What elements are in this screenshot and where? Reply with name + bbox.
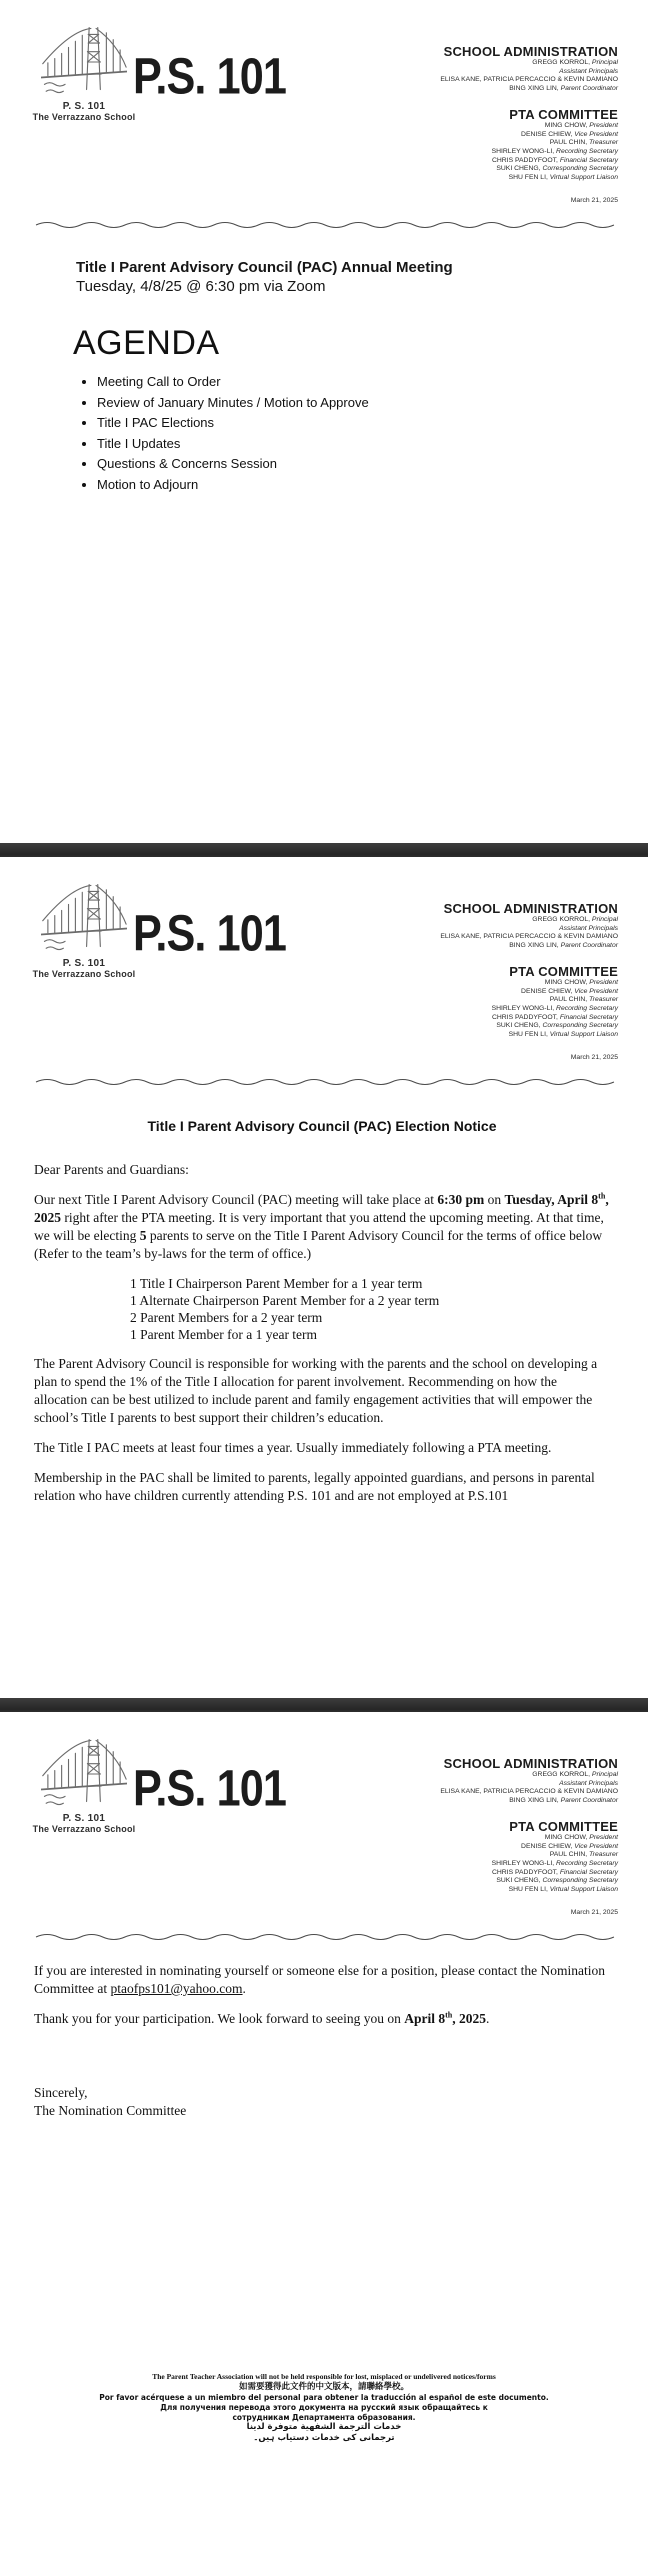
school-logo	[28, 881, 140, 979]
meeting-datetime: Tuesday, 4/8/25 @ 6:30 pm via Zoom	[76, 278, 326, 295]
admin-line: Assistant Principals	[559, 924, 618, 932]
footer-line-arabic: خدمات الترجمة الشفهية متوفرة لدينا	[246, 2422, 402, 2432]
footer-line-urdu: ترجمانی کی خدمات دستیاب ہیں۔	[253, 2433, 395, 2443]
admin-line: GREGG KORROL, Principal	[532, 916, 618, 923]
pta-line: SHU FEN LI, Virtual Support Liaison	[508, 1886, 618, 1894]
closing-letter-body	[34, 1962, 610, 2120]
pta-line: CHRIS PADDYFOOT, Financial Secretary	[491, 1013, 618, 1021]
paragraph-pac-responsibilities: The Parent Advisory Council is responsible for working with the parents and the school on developing a plan to spend the 1% of the Title I allocation for parent involvement. Recommending on how the allocation can be best utilized to include parent and family engagement activities that will empower the school’s Title I parents to best support their children’s education.	[34, 1356, 598, 1425]
footer-line-spanish: Por favor acérquese a un miembro del personal para obtener la traducción al español de este documento.	[99, 2393, 549, 2402]
paragraph-nomination: If you are interested in nominating yourself or someone else for a position, please contact the Nomination Committee at ptaofps101@yahoo.com.	[34, 1963, 605, 1996]
letterhead-right	[440, 44, 618, 204]
letter-date: March 21, 2025	[570, 1908, 618, 1916]
school-logo	[28, 24, 140, 122]
admin-line: Assistant Principals	[559, 1779, 618, 1787]
pta-line: DENISE CHIEW, Vice President	[521, 1842, 618, 1850]
pta-line: PAUL CHIN, Treasurer	[549, 996, 618, 1004]
admin-line: BING XING LIN, Parent Coordinator	[509, 1797, 618, 1805]
bridge-logo-icon	[41, 1736, 127, 1812]
translation-footer	[0, 2372, 648, 2444]
agenda-heading: AGENDA	[73, 324, 220, 362]
pta-line: MING CHOW, President	[544, 121, 618, 129]
pta-line: CHRIS PADDYFOOT, Financial Secretary	[491, 1868, 618, 1876]
closing-signature: The Nomination Committee	[34, 2103, 187, 2118]
school-administration-heading: SCHOOL ADMINISTRATION	[443, 901, 618, 916]
pta-line: SHIRLEY WONG-LI, Recording Secretary	[491, 1004, 618, 1012]
nomination-email-link[interactable]: ptaofps101@yahoo.com	[110, 1981, 243, 1996]
admin-line: BING XING LIN, Parent Coordinator	[509, 942, 618, 950]
pta-line: SHIRLEY WONG-LI, Recording Secretary	[491, 147, 618, 155]
pta-line: PAUL CHIN, Treasurer	[549, 1851, 618, 1859]
logo-caption-line2: The Verrazzano School	[32, 112, 136, 122]
letter-date: March 21, 2025	[570, 1053, 618, 1061]
election-notice-body	[34, 1117, 610, 1517]
closing-salutation: Sincerely,	[34, 2085, 88, 2100]
wavy-divider	[34, 1930, 620, 1942]
terms-of-office-list	[130, 1275, 610, 1343]
pta-committee-heading: PTA COMMITTEE	[509, 106, 618, 122]
wavy-divider	[34, 218, 620, 230]
school-logo	[28, 1736, 140, 1834]
admin-line: GREGG KORROL, Principal	[532, 1771, 618, 1778]
pta-committee-heading: PTA COMMITTEE	[509, 1818, 618, 1834]
footer-line-english: The Parent Teacher Association will not be held responsible for lost, misplaced or undelivered notices/forms	[152, 2372, 496, 2381]
agenda-item: • Review of January Minutes / Motion to Approve	[97, 396, 612, 409]
agenda-item: • Motion to Adjourn	[97, 478, 612, 491]
paragraph-thank-you: Thank you for your participation. We look forward to seeing you on April 8th, 2025.	[34, 2010, 490, 2026]
agenda-item: • Title I Updates	[97, 437, 612, 450]
logo-caption-line2: The Verrazzano School	[32, 1824, 136, 1834]
pta-line: SUKI CHENG, Corresponding Secretary	[496, 1877, 618, 1885]
school-name: P.S. 101	[133, 49, 286, 106]
agenda-section	[73, 324, 612, 498]
agenda-list	[73, 375, 612, 491]
letterhead-right	[440, 1756, 618, 1916]
admin-line: BING XING LIN, Parent Coordinator	[509, 85, 618, 93]
page-1	[0, 0, 648, 843]
admin-line: Assistant Principals	[559, 67, 618, 75]
pta-line: DENISE CHIEW, Vice President	[521, 130, 618, 138]
admin-line: ELISA KANE, PATRICIA PERCACCIO & KEVIN DAMIANO	[440, 933, 618, 941]
logo-caption-line1: P. S. 101	[62, 958, 106, 969]
bridge-logo-icon	[41, 881, 127, 957]
pta-line: MING CHOW, President	[544, 1833, 618, 1841]
pta-line: SHIRLEY WONG-LI, Recording Secretary	[491, 1859, 618, 1867]
logo-caption-line1: P. S. 101	[62, 1813, 106, 1824]
pta-line: SUKI CHENG, Corresponding Secretary	[496, 1022, 618, 1030]
logo-caption-line2: The Verrazzano School	[32, 969, 136, 979]
school-name: P.S. 101	[133, 906, 286, 963]
agenda-item: • Title I PAC Elections	[97, 416, 612, 429]
salutation: Dear Parents and Guardians:	[34, 1162, 189, 1177]
paragraph-membership: Membership in the PAC shall be limited to parents, legally appointed guardians, and persons in parental relation who have children currently attending P.S. 101 and are not employed at P.S.101	[34, 1470, 595, 1503]
agenda-item: • Questions & Concerns Session	[97, 457, 612, 470]
admin-line: ELISA KANE, PATRICIA PERCACCIO & KEVIN DAMIANO	[440, 1788, 618, 1796]
school-name: P.S. 101	[133, 1761, 286, 1818]
election-notice-title: Title I Parent Advisory Council (PAC) Election Notice	[147, 1118, 497, 1134]
school-administration-heading: SCHOOL ADMINISTRATION	[443, 1756, 618, 1771]
page-3	[0, 1712, 648, 2555]
footer-line-russian-1: Для получения перевода этого документа на русский язык обращайтесь к	[160, 2403, 488, 2412]
closing-block	[34, 2084, 610, 2120]
term-line: 1 Alternate Chairperson Parent Member for a 2 year term	[130, 1293, 440, 1308]
paragraph-meeting-details: Our next Title I Parent Advisory Council (PAC) meeting will take place at 6:30 pm on Tuesday, April 8th, 2025 right after the PTA meeting. It is very important that you attend the upcoming meeting. At that time, we will be electing 5 parents to serve on the Title I Parent Advisory Council for the terms of office below (Refer to the team’s by-laws for the term of office.)	[34, 1191, 609, 1261]
admin-line: GREGG KORROL, Principal	[532, 59, 618, 66]
term-line: 2 Parent Members for a 2 year term	[130, 1310, 323, 1325]
footer-line-russian-2: сотрудникам Департамента образования.	[232, 2412, 416, 2422]
pta-line: SHU FEN LI, Virtual Support Liaison	[508, 174, 618, 182]
pta-committee-heading: PTA COMMITTEE	[509, 963, 618, 979]
meeting-title: Title I Parent Advisory Council (PAC) Annual Meeting	[76, 259, 453, 276]
agenda-item: • Meeting Call to Order	[97, 375, 612, 388]
wavy-divider	[34, 1075, 620, 1087]
logo-caption-line1: P. S. 101	[62, 101, 106, 112]
term-line: 1 Parent Member for a 1 year term	[130, 1327, 318, 1342]
pta-line: SUKI CHENG, Corresponding Secretary	[496, 165, 618, 173]
letterhead-right	[440, 901, 618, 1061]
pta-line: MING CHOW, President	[544, 978, 618, 986]
pta-line: PAUL CHIN, Treasurer	[549, 139, 618, 147]
pta-line: DENISE CHIEW, Vice President	[521, 987, 618, 995]
admin-line: ELISA KANE, PATRICIA PERCACCIO & KEVIN DAMIANO	[440, 76, 618, 84]
page-separator	[0, 843, 648, 857]
term-line: 1 Title I Chairperson Parent Member for a 1 year term	[130, 1276, 423, 1291]
letter-date: March 21, 2025	[570, 196, 618, 204]
school-administration-heading: SCHOOL ADMINISTRATION	[443, 44, 618, 59]
footer-line-chinese: 如需要獲得此文件的中文版本，請聯絡學校。	[238, 2382, 409, 2392]
paragraph-meeting-frequency: The Title I PAC meets at least four times a year. Usually immediately following a PTA meeting.	[34, 1440, 552, 1455]
bridge-logo-icon	[41, 24, 127, 100]
page-separator	[0, 1698, 648, 1712]
meeting-title-block	[76, 258, 612, 296]
pta-line: SHU FEN LI, Virtual Support Liaison	[508, 1031, 618, 1039]
page-2	[0, 857, 648, 1698]
pta-line: CHRIS PADDYFOOT, Financial Secretary	[491, 156, 618, 164]
